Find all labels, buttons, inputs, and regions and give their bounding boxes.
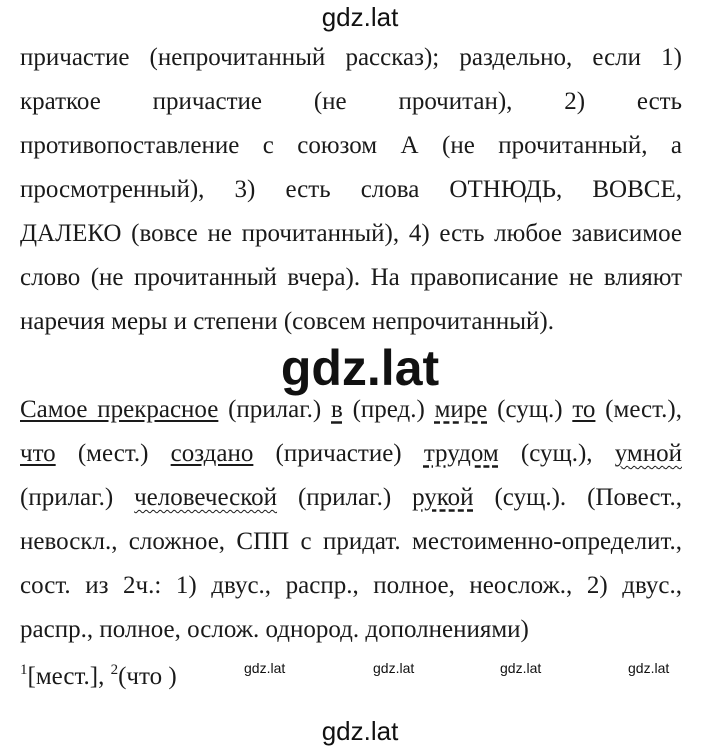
paragraph-line: противопоставление с союзом А (не прочитанный, а (20, 132, 682, 159)
word-object: трудом (423, 440, 499, 467)
watermark-center: gdz.lat (280, 340, 440, 396)
word-circumstance: мире (434, 396, 488, 423)
analysis-line (20, 388, 682, 432)
watermark-small: gdz.lat (628, 660, 670, 676)
paragraph-line: слово (не прочитанный вчера). На правописание не влияют (20, 264, 682, 291)
schema-index: 1 (20, 662, 28, 678)
pos-label: (прилаг.) (277, 484, 413, 511)
analysis-line: невоскл., сложное, СПП с придат. местоименно-определит., (20, 528, 682, 555)
analysis-line: распр., полное, ослож. однород. дополнениями) (20, 616, 529, 643)
pos-label: (сущ.) (487, 396, 573, 423)
pos-label: (сущ.). (Повест., (473, 484, 682, 511)
paragraph-rules (20, 36, 682, 344)
analysis-line (20, 432, 682, 476)
paragraph-line: краткое причастие (не прочитан), 2) есть (20, 88, 682, 115)
schema-part: [мест.], (27, 663, 111, 690)
paragraph-line: причастие (непрочитанный рассказ); раздельно, если 1) (20, 44, 682, 71)
word-predicate-2: создано (170, 440, 254, 467)
schema-part: (что ) (118, 663, 177, 690)
word-attribute: умной (614, 440, 682, 467)
watermark-top: gdz.lat (321, 2, 399, 32)
analysis-line: сост. из 2ч.: 1) двус., распр., полное, неослож., 2) двус., (20, 572, 682, 599)
pos-label: (пред.) (342, 396, 435, 423)
sentence-schema (20, 650, 177, 697)
word-predicate: то (572, 396, 596, 423)
watermark-bottom: gdz.lat (321, 716, 399, 746)
word-object-2: рукой (412, 484, 474, 511)
paragraph-line: ДАЛЕКО (вовсе не прочитанный), 4) есть любое зависимое (20, 220, 682, 247)
watermark-small: gdz.lat (373, 660, 415, 676)
watermark-small: gdz.lat (244, 660, 286, 676)
pos-label: (сущ.), (498, 440, 615, 467)
word-attribute-2: человеческой (134, 484, 278, 511)
sentence-analysis (20, 388, 682, 652)
schema-index: 2 (110, 662, 119, 678)
paragraph-line: просмотренный), 3) есть слова ОТНЮДЬ, ВОВСЕ, (20, 176, 682, 203)
paragraph-line: наречия меры и степени (совсем непрочитанный). (20, 308, 554, 335)
pos-label: (причастие) (253, 440, 424, 467)
word-subject: Самое прекрасное (20, 396, 219, 423)
pos-label: (мест.) (55, 440, 171, 467)
word-preposition: в (331, 396, 343, 423)
word-subject-2: что (20, 440, 56, 467)
watermark-small: gdz.lat (500, 660, 542, 676)
pos-label: (прилаг.) (218, 396, 332, 423)
pos-label: (прилаг.) (20, 484, 135, 511)
analysis-line (20, 476, 682, 520)
pos-label: (мест.), (595, 396, 683, 423)
